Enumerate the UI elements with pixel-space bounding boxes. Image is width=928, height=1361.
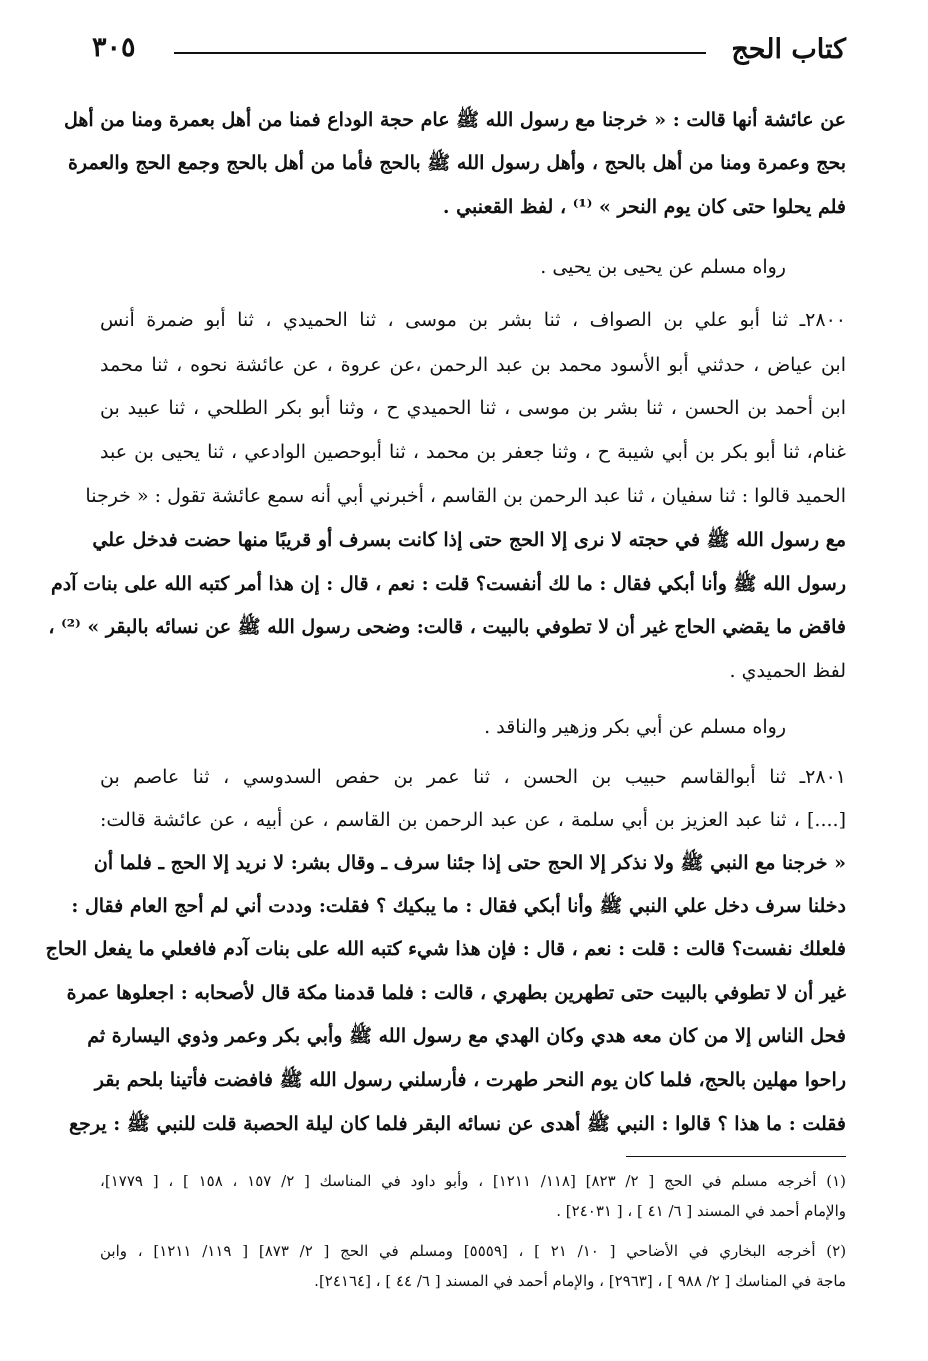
riwayah-note: رواه مسلم عن أبي بكر وزهير والناقد . (484, 716, 786, 738)
hadith-2800-line: ٢٨٠٠ـ ثنا أبو علي بن الصواف ، ثنا بشر بن موسى ، ثنا الحميدي ، ثنا أبو ضمرة أنس (100, 309, 846, 331)
footnote-2: (٢) أخرجه البخاري في الأضاحي [ ١٠/ ٢١ ] ، [٥٥٥٩] ومسلم في الحج [ ٢/ ٨٧٣] [ ١١٩/ ١٢١١] ، وابن (100, 1242, 847, 1260)
text-line: رسول الله ﷺ وأنا أبكي فقال : ما لك أنفست؟ قلت : نعم ، قال : إن هذا أمر كتبه الله على بنات آدم (50, 573, 846, 595)
hadith-2801-line: ٢٨٠١ـ ثنا أبوالقاسم حبيب بن الحسن ، ثنا عمر بن حفص السدوسي ، ثنا عاصم بن (100, 766, 846, 788)
page-header (92, 28, 846, 78)
footnote-1: (١) أخرجه مسلم في الحج [ ٢/ ٨٢٣] [١١٨/ ١٢١١] ، وأبو داود في المناسك [ ٢/ ١٥٧ ، ١٥٨ ] ، [ ١٧٧٩]، (100, 1172, 847, 1190)
text-line: مع رسول الله ﷺ في حجته لا نرى إلا الحج حتى إذا كانت بسرف أو قريبًا منها حضت فدخل علي (92, 529, 846, 551)
footnote-separator (626, 1156, 846, 1157)
text-line: عن عائشة أنها قالت : « خرجنا مع رسول الله ﷺ عام حجة الوداع فمنا من أهل بعمرة ومنا من أهل (63, 109, 846, 131)
text-line: لفظ الحميدي . (729, 660, 846, 682)
footnote-1-cont: والإمام أحمد في المسند [ ٦/ ٤١ ] ، [ ٢٤٠٣١] . (556, 1202, 846, 1220)
text-line: دخلنا سرف دخل علي النبي ﷺ وأنا أبكي فقال : ما يبكيك ؟ فقلت: وددت أني لم أحج العام فقال : (71, 895, 846, 917)
text-line: الحميد قالوا : ثنا سفيان ، ثنا عبد الرحمن بن القاسم ، أخبرني أبي أنه سمع عائشة تقول : « خرجنا (85, 485, 846, 507)
text-line: [....] ، ثنا عبد العزيز بن أبي سلمة ، عن عبد الرحمن بن القاسم ، عن أبيه ، عن عائشة قالت: (100, 809, 846, 831)
text-line: غنام، ثنا أبو بكر بن أبي شيبة ح ، وثنا جعفر بن محمد ، ثنا أبوحصين الوادعي ، ثنا يحيى بن عبد (100, 441, 846, 463)
text-line: فاقض ما يقضي الحاج غير أن لا تطوفي بالبيت ، قالت: وضحى رسول الله ﷺ عن نسائه بالبقر » ⁽²⁾ ، (48, 616, 846, 638)
text-line: « خرجنا مع النبي ﷺ ولا نذكر إلا الحج حتى إذا جئنا سرف ـ وقال بشر: لا نريد إلا الحج ـ فلما أن (93, 852, 846, 874)
text-line: فقلت : ما هذا ؟ قالوا : النبي ﷺ أهدى عن نسائه البقر فلما كان ليلة الحصبة قلت للنبي ﷺ : يرجع (69, 1113, 846, 1135)
text-line: ابن عياض ، حدثني أبو الأسود محمد بن عبد الرحمن ،عن عروة ، عن عائشة نحوه ، ثنا محمد (100, 354, 846, 376)
text-line: فلعلك نفست؟ قالت : قلت : نعم ، قال : فإن هذا شيء كتبه الله على بنات آدم فافعلي ما يفعل الحاج (45, 938, 846, 960)
text-line: غير أن لا تطوفي بالبيت حتى تطهرين بطهري ، قالت : فلما قدمنا مكة قال لأصحابه : اجعلوها عمرة (66, 982, 846, 1004)
text-line: فحل الناس إلا من كان معه هدي وكان الهدي مع رسول الله ﷺ وأبي بكر وعمر وذوي اليسارة ثم (87, 1025, 846, 1047)
text-line: بحج وعمرة ومنا من أهل بالحج ، وأهل رسول الله ﷺ بالحج فأما من أهل بالحج وجمع الحج والعمرة (67, 152, 846, 174)
text-line: ابن أحمد بن الحسن ، ثنا بشر بن موسى ، ثنا الحميدي ح ، وثنا أبو بكر الطلحي ، ثنا عبيد بن (100, 397, 846, 419)
text-line: فلم يحلوا حتى كان يوم النحر » ⁽¹⁾ ، لفظ القعنبي . (442, 196, 846, 218)
footnote-2-cont: ماجة في المناسك [ ٢/ ٩٨٨ ] ، [٢٩٦٣] ، والإمام أحمد في المسند [ ٦/ ٤٤ ] ، [٢٤١٦٤]. (314, 1272, 846, 1290)
page-number: ٣٠٥ (92, 32, 136, 63)
header-rule (174, 52, 706, 54)
riwayah-note: رواه مسلم عن يحيى بن يحيى . (540, 256, 786, 278)
chapter-title: كتاب الحج (731, 34, 846, 65)
text-line: راحوا مهلين بالحج، فلما كان يوم النحر طهرت ، فأرسلني رسول الله ﷺ فافضت فأتينا بلحم بقر (94, 1069, 846, 1091)
